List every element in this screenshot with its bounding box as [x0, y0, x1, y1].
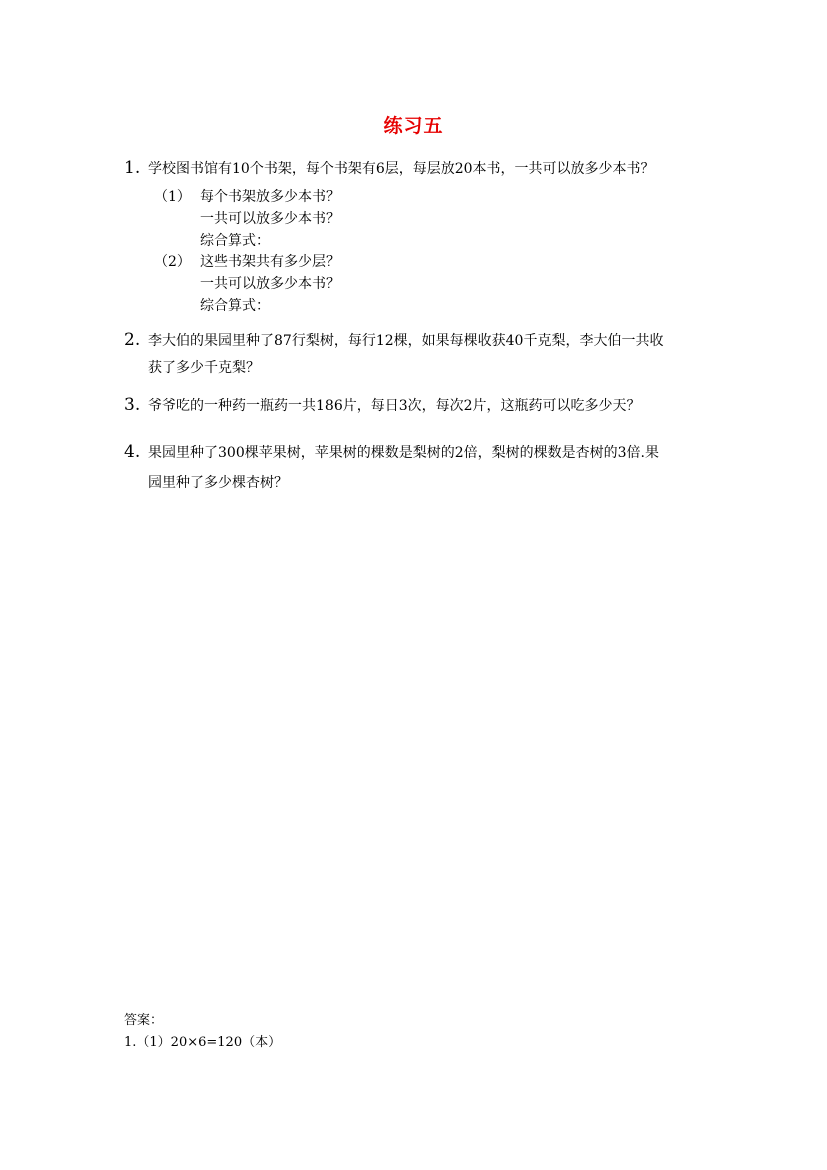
question-2 — [124, 327, 724, 382]
question-text: 爷爷吃的一种药一瓶药一共186片，每日3次，每次2片，这瓶药可以吃多少天？ — [148, 398, 641, 414]
question-3 — [124, 392, 641, 419]
question-number: 2. — [124, 330, 141, 350]
question-text-continued: 园里种了多少棵杏树？ — [148, 475, 288, 491]
subpart-number: （2） — [154, 254, 191, 270]
question-1 — [124, 155, 655, 182]
subpart-line: 一共可以放多少本书？ — [200, 211, 340, 227]
question-1-subpart-1 — [154, 186, 340, 252]
answers-label: 答案： — [124, 1013, 164, 1028]
answers-section — [124, 1010, 281, 1054]
question-number: 3. — [124, 395, 141, 415]
question-text: 李大伯的果园里种了87行梨树，每行12棵，如果每棵收获40千克梨，李大伯一共收 — [148, 333, 664, 349]
question-1-subpart-2 — [154, 251, 340, 317]
question-text: 果园里种了300棵苹果树，苹果树的棵数是梨树的2倍，梨树的棵数是杏树的3倍.果 — [148, 445, 659, 461]
question-text-continued: 获了多少千克梨？ — [148, 360, 260, 376]
subpart-line: 每个书架放多少本书？ — [200, 189, 340, 205]
question-number: 4. — [124, 442, 141, 462]
answer-line: 1.（1）20×6=120（本） — [124, 1035, 282, 1050]
subpart-line: 这些书架共有多少层？ — [200, 254, 340, 270]
question-4 — [124, 437, 724, 498]
question-text: 学校图书馆有10个书架，每个书架有6层，每层放20本书，一共可以放多少本书？ — [148, 161, 655, 177]
subpart-number: （1） — [154, 189, 191, 205]
subpart-line: 综合算式： — [200, 298, 270, 314]
question-number: 1. — [124, 158, 141, 178]
subpart-line: 一共可以放多少本书？ — [200, 276, 340, 292]
subpart-line: 综合算式： — [200, 233, 270, 249]
page-title: 练习五 — [383, 115, 444, 137]
